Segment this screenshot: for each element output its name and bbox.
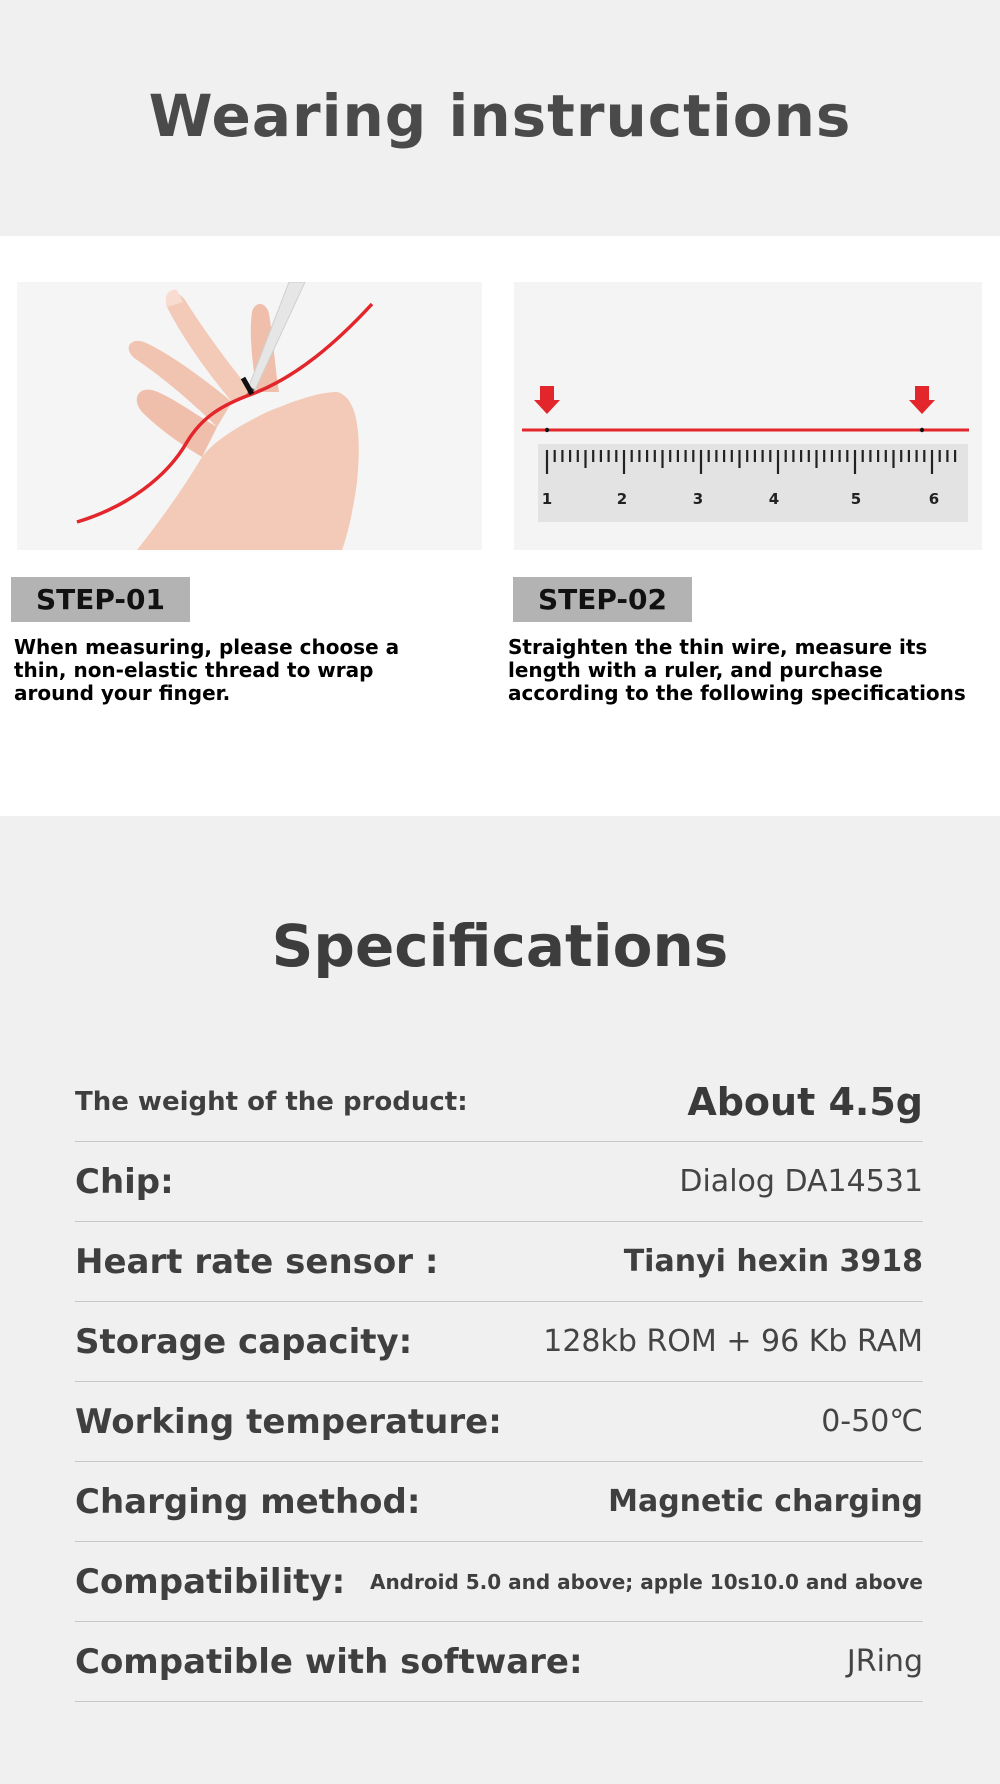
hand-thread-image [17,282,482,550]
spec-value: JRing [846,1644,923,1679]
spec-row-storage [75,1302,923,1382]
spec-label: Chip: [75,1161,174,1202]
ruler-label: 6 [928,490,940,508]
spec-label: Compatible with software: [75,1641,583,1682]
ruler-label: 5 [850,490,862,508]
ruler-label: 3 [692,490,704,508]
step-01-badge: STEP-01 [11,577,190,622]
spec-label: Heart rate sensor : [75,1241,439,1282]
spec-label: The weight of the product: [75,1086,468,1117]
spec-value: Magnetic charging [608,1484,923,1519]
spec-row-working-temperature [75,1382,923,1462]
step-02-description: Straighten the thin wire, measure its length with a ruler, and purchase according to the following specifications [508,635,966,705]
spec-label: Compatibility: [75,1561,346,1602]
spec-value: 128kb ROM + 96 Kb RAM [543,1324,923,1359]
ruler-label: 4 [768,490,780,508]
spec-label: Storage capacity: [75,1321,413,1362]
spec-row-charging-method [75,1462,923,1542]
spec-value: 0-50℃ [821,1404,923,1439]
ruler-image [514,282,982,550]
spec-row-heart-rate-sensor [75,1222,923,1302]
spec-value: Android 5.0 and above; apple 10s10.0 and above [369,1569,923,1594]
ruler-label: 1 [541,490,553,508]
page-title: Wearing instructions [148,82,852,150]
wearing-steps [0,236,1000,816]
spec-row-compatible-software [75,1622,923,1702]
ruler-label: 2 [616,490,628,508]
spec-table [75,1062,923,1702]
spec-row-compatibility [75,1542,923,1622]
step-01-description: When measuring, please choose a thin, non-elastic thread to wrap around your finger. [14,635,400,705]
spec-label: Working temperature: [75,1401,502,1442]
spec-row-chip [75,1142,923,1222]
spec-value: Tianyi hexin 3918 [623,1244,923,1279]
spec-value: Dialog DA14531 [679,1164,923,1199]
spec-row-weight [75,1062,923,1142]
specifications-title: Specifications [271,912,729,980]
specifications-section [0,816,1000,1784]
spec-value: About 4.5g [687,1079,923,1124]
header-band [0,0,1000,236]
step-02-badge: STEP-02 [513,577,692,622]
spec-label: Charging method: [75,1481,421,1522]
